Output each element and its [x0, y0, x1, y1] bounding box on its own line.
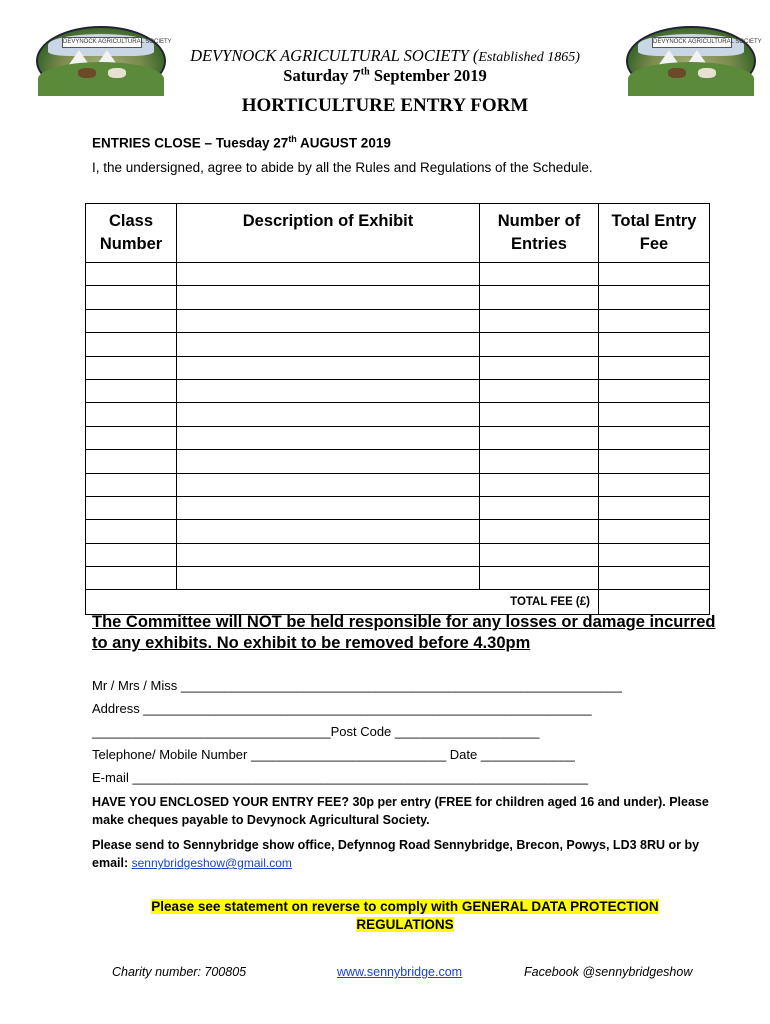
class-number-cell[interactable]	[86, 356, 177, 379]
description-cell[interactable]	[177, 567, 480, 590]
entries-cell[interactable]	[480, 543, 599, 566]
fee-cell[interactable]	[599, 496, 710, 519]
email-field[interactable]: E-mail _______________________________________________________________	[92, 770, 588, 785]
class-number-cell[interactable]	[86, 450, 177, 473]
entries-close-notice: ENTRIES CLOSE – Tuesday 27th AUGUST 2019	[92, 134, 391, 151]
header-class-number: Class Number	[86, 204, 177, 263]
class-number-cell[interactable]	[86, 543, 177, 566]
website-link-wrap	[337, 965, 462, 979]
table-row	[86, 263, 710, 286]
postcode-field[interactable]: _________________________________Post Code ____________________	[92, 724, 540, 739]
address-field[interactable]: Address ______________________________________________________________	[92, 701, 592, 716]
table-row	[86, 567, 710, 590]
table-row	[86, 473, 710, 496]
description-cell[interactable]	[177, 309, 480, 332]
class-number-cell[interactable]	[86, 426, 177, 449]
description-cell[interactable]	[177, 473, 480, 496]
entries-cell[interactable]	[480, 567, 599, 590]
fee-cell[interactable]	[599, 520, 710, 543]
email-link[interactable]: sennybridgeshow@gmail.com	[131, 856, 292, 870]
class-number-cell[interactable]	[86, 473, 177, 496]
table-row	[86, 286, 710, 309]
fee-cell[interactable]	[599, 473, 710, 496]
table-row	[86, 426, 710, 449]
description-cell[interactable]	[177, 543, 480, 566]
society-logo-right: DEVYNOCK AGRICULTURAL SOCIETY	[626, 26, 756, 96]
disclaimer: The Committee will NOT be held responsible for any losses or damage incurred to any exhibits. No exhibit to be removed before 4.30pm	[92, 613, 716, 652]
fee-cell[interactable]	[599, 426, 710, 449]
class-number-cell[interactable]	[86, 286, 177, 309]
entries-cell[interactable]	[480, 496, 599, 519]
entries-cell[interactable]	[480, 286, 599, 309]
entries-cell[interactable]	[480, 356, 599, 379]
description-cell[interactable]	[177, 263, 480, 286]
facebook-handle: Facebook @sennybridgeshow	[524, 965, 693, 979]
fee-cell[interactable]	[599, 333, 710, 356]
fee-cell[interactable]	[599, 450, 710, 473]
table-row	[86, 379, 710, 402]
website-link[interactable]: www.sennybridge.com	[337, 965, 463, 979]
description-cell[interactable]	[177, 426, 480, 449]
form-title: HORTICULTURE ENTRY FORM	[241, 95, 529, 116]
table-row	[86, 543, 710, 566]
description-cell[interactable]	[177, 356, 480, 379]
class-number-cell[interactable]	[86, 403, 177, 426]
society-heading: DEVYNOCK AGRICULTURAL SOCIETY (Established 1865)	[190, 46, 580, 65]
entries-cell[interactable]	[480, 473, 599, 496]
agreement-text: I, the undersigned, agree to abide by all the Rules and Regulations of the Schedule.	[92, 160, 593, 175]
table-row	[86, 403, 710, 426]
society-logo-left: DEVYNOCK AGRICULTURAL SOCIETY	[36, 26, 166, 96]
class-number-cell[interactable]	[86, 379, 177, 402]
fee-cell[interactable]	[599, 286, 710, 309]
fee-cell[interactable]	[599, 309, 710, 332]
description-cell[interactable]	[177, 333, 480, 356]
fee-cell[interactable]	[599, 379, 710, 402]
send-to-notice: Please send to Sennybridge show office, Defynnog Road Sennybridge, Brecon, Powys, LD3 8RU or by email: sennybridgeshow@gmail.com	[92, 838, 700, 870]
table-row	[86, 309, 710, 332]
table-row	[86, 333, 710, 356]
table-row	[86, 496, 710, 519]
class-number-cell[interactable]	[86, 496, 177, 519]
charity-number: Charity number: 700805	[112, 965, 247, 979]
class-number-cell[interactable]	[86, 333, 177, 356]
description-cell[interactable]	[177, 496, 480, 519]
entries-cell[interactable]	[480, 403, 599, 426]
table-row	[86, 356, 710, 379]
entries-cell[interactable]	[480, 426, 599, 449]
fee-cell[interactable]	[599, 263, 710, 286]
fee-cell[interactable]	[599, 356, 710, 379]
entries-cell[interactable]	[480, 333, 599, 356]
show-date: Saturday 7th September 2019	[283, 66, 487, 85]
description-cell[interactable]	[177, 403, 480, 426]
total-fee-label: TOTAL FEE (£)	[86, 590, 599, 615]
entry-fee-notice: HAVE YOU ENCLOSED YOUR ENTRY FEE? 30p per entry (FREE for children aged 16 and under). Please make cheques payable to Devynock Agricultural Society.	[92, 795, 709, 827]
entries-cell[interactable]	[480, 263, 599, 286]
name-field[interactable]: Mr / Mrs / Miss _____________________________________________________________	[92, 678, 622, 693]
description-cell[interactable]	[177, 450, 480, 473]
class-number-cell[interactable]	[86, 309, 177, 332]
entries-cell[interactable]	[480, 450, 599, 473]
class-number-cell[interactable]	[86, 520, 177, 543]
entries-cell[interactable]	[480, 309, 599, 332]
entries-cell[interactable]	[480, 520, 599, 543]
gdpr-notice: Please see statement on reverse to comply with GENERAL DATA PROTECTION REGULATIONS	[151, 899, 659, 932]
telephone-date-field[interactable]: Telephone/ Mobile Number ___________________________ Date _____________	[92, 747, 575, 762]
fee-cell[interactable]	[599, 543, 710, 566]
description-cell[interactable]	[177, 520, 480, 543]
description-cell[interactable]	[177, 379, 480, 402]
entries-cell[interactable]	[480, 379, 599, 402]
header-number-of-entries: Number of Entries	[480, 204, 599, 263]
table-row	[86, 520, 710, 543]
header-total-entry-fee: Total Entry Fee	[599, 204, 710, 263]
header-description: Description of Exhibit	[177, 204, 480, 263]
fee-cell[interactable]	[599, 403, 710, 426]
table-row	[86, 450, 710, 473]
description-cell[interactable]	[177, 286, 480, 309]
fee-cell[interactable]	[599, 567, 710, 590]
entry-table	[85, 203, 710, 615]
class-number-cell[interactable]	[86, 263, 177, 286]
class-number-cell[interactable]	[86, 567, 177, 590]
